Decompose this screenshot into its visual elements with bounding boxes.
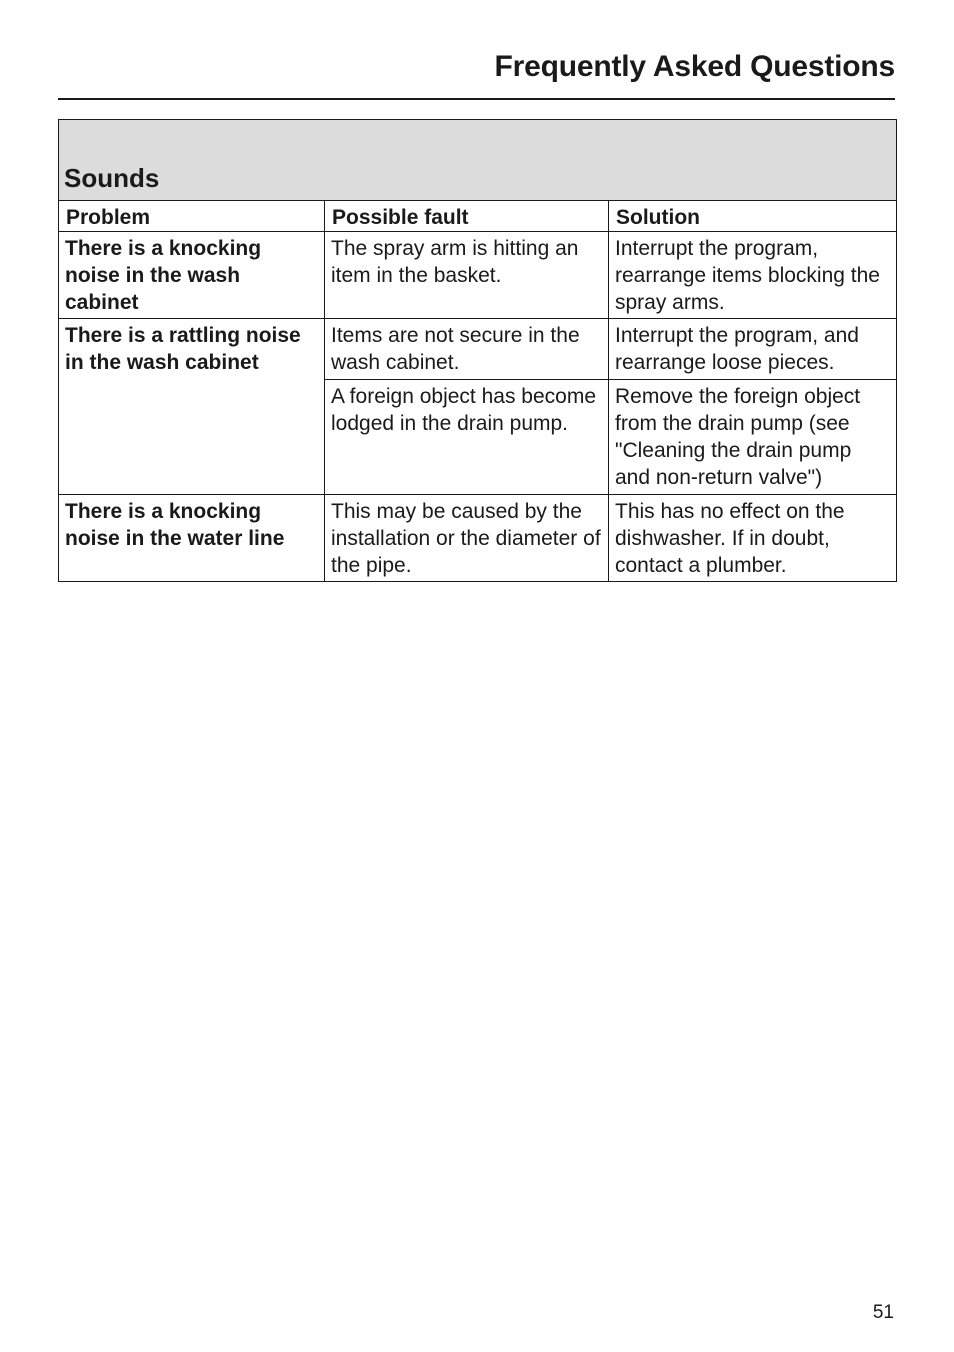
column-header-possible-fault: Possible fault bbox=[325, 201, 609, 232]
page-number: 51 bbox=[872, 1302, 894, 1323]
section-header-row bbox=[59, 120, 897, 201]
section-title: Sounds bbox=[59, 120, 897, 201]
problem-cell: There is a rattling noise in the wash cabinet bbox=[59, 319, 325, 495]
solution-cell: Interrupt the program, rearrange items blocking the spray arms. bbox=[609, 232, 897, 319]
table-row bbox=[59, 319, 897, 380]
fault-cell: A foreign object has become lodged in the drain pump. bbox=[325, 380, 609, 495]
page-title: Frequently Asked Questions bbox=[494, 50, 895, 83]
solution-cell: Interrupt the program, and rearrange loose pieces. bbox=[609, 319, 897, 380]
table-row bbox=[59, 232, 897, 319]
fault-cell: The spray arm is hitting an item in the basket. bbox=[325, 232, 609, 319]
problem-cell: There is a knocking noise in the wash cabinet bbox=[59, 232, 325, 319]
fault-cell: Items are not secure in the wash cabinet. bbox=[325, 319, 609, 380]
faq-table bbox=[58, 119, 897, 582]
column-header-problem: Problem bbox=[59, 201, 325, 232]
problem-cell: There is a knocking noise in the water line bbox=[59, 495, 325, 582]
title-divider bbox=[58, 98, 895, 100]
solution-cell: This has no effect on the dishwasher. If in doubt, contact a plumber. bbox=[609, 495, 897, 582]
fault-cell: This may be caused by the installation or the diameter of the pipe. bbox=[325, 495, 609, 582]
table-row bbox=[59, 495, 897, 582]
solution-cell: Remove the foreign object from the drain pump (see "Cleaning the drain pump and non-return valve") bbox=[609, 380, 897, 495]
column-header-solution: Solution bbox=[609, 201, 897, 232]
column-header-row bbox=[59, 201, 897, 232]
